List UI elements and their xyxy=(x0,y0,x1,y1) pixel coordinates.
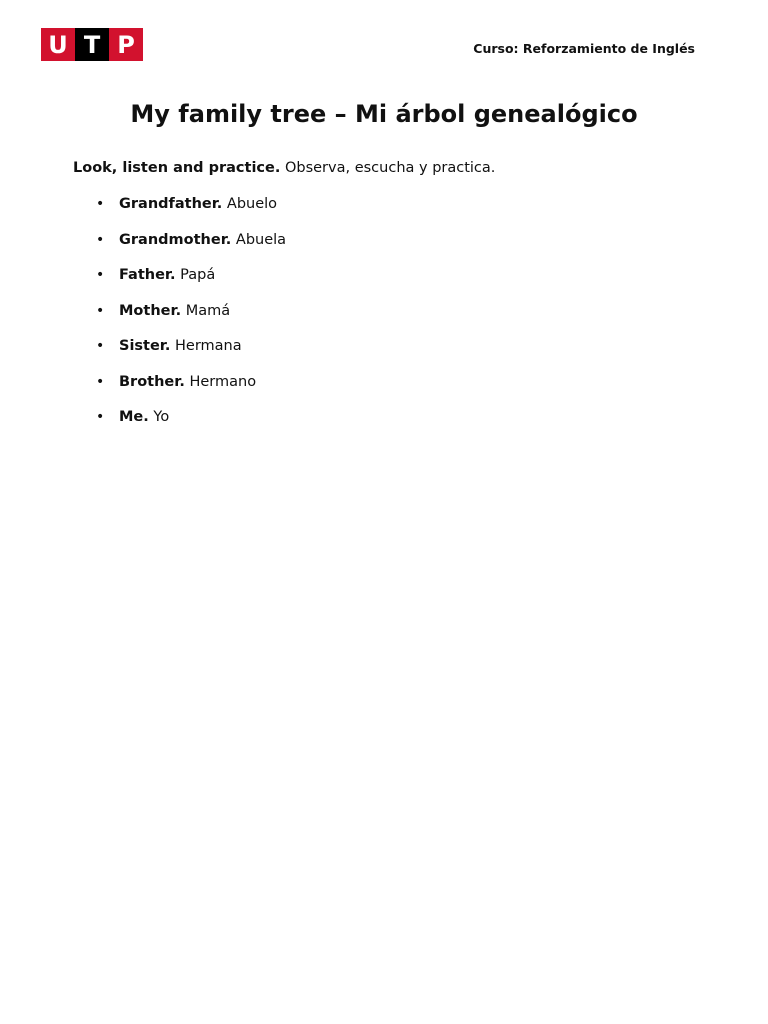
course-name: Curso: Reforzamiento de Inglés xyxy=(473,41,695,56)
bullet-dot-icon: • xyxy=(96,409,105,425)
vocabulary-list xyxy=(96,196,286,445)
logo-letter-p: P xyxy=(109,28,143,61)
vocab-english: Mother. xyxy=(119,302,182,319)
vocab-english: Brother. xyxy=(119,373,185,390)
bullet-dot-icon: • xyxy=(96,231,105,248)
vocab-english: Grandmother. xyxy=(119,231,232,248)
vocab-spanish: Papá xyxy=(180,267,216,283)
list-item xyxy=(96,338,286,374)
instruction-text xyxy=(73,160,495,176)
list-item xyxy=(96,196,286,232)
list-item xyxy=(96,267,286,303)
logo-letter-u: U xyxy=(41,28,75,61)
vocab-english: Me. xyxy=(119,409,149,425)
list-item xyxy=(96,374,286,410)
bullet-dot-icon: • xyxy=(96,338,105,354)
list-item xyxy=(96,303,286,339)
page-title: My family tree – Mi árbol genealógico xyxy=(130,100,638,128)
bullet-dot-icon: • xyxy=(96,373,105,390)
bullet-dot-icon: • xyxy=(96,302,105,319)
list-item xyxy=(96,409,286,445)
list-item xyxy=(96,232,286,268)
vocab-spanish: Mamá xyxy=(185,302,231,319)
vocab-spanish: Hermana xyxy=(175,338,242,354)
instruction-rest: Observa, escucha y practica. xyxy=(284,160,496,176)
vocab-english: Grandfather. xyxy=(119,196,223,212)
vocab-spanish: Abuelo xyxy=(226,196,278,212)
vocab-english: Father. xyxy=(119,267,176,283)
vocab-english: Sister. xyxy=(119,338,171,354)
instruction-bold: Look, listen and practice. xyxy=(73,160,281,176)
vocab-spanish: Yo xyxy=(153,409,170,425)
vocab-spanish: Abuela xyxy=(235,231,287,248)
utp-logo xyxy=(41,28,143,61)
bullet-dot-icon: • xyxy=(96,196,105,212)
vocab-spanish: Hermano xyxy=(189,373,257,390)
bullet-dot-icon: • xyxy=(96,267,105,283)
logo-letter-t: T xyxy=(75,28,109,61)
